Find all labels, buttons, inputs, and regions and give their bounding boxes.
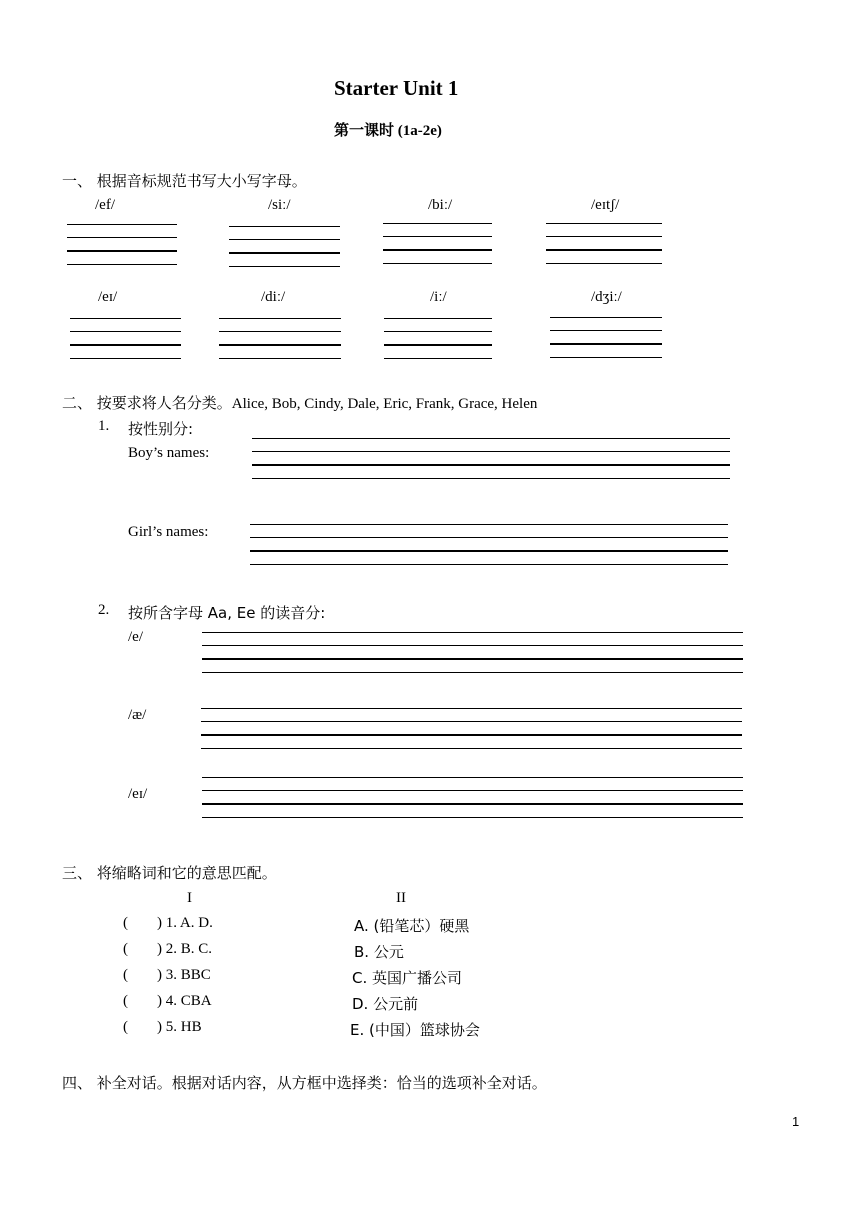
phonetic-label: /eɪtʃ/ <box>591 197 620 213</box>
sound-writing-lines[interactable] <box>202 632 743 674</box>
writing-lines[interactable] <box>384 318 492 360</box>
phonetic-label: /iː/ <box>430 289 447 305</box>
phonetic-label: /eɪ/ <box>98 289 118 305</box>
girls-names-label: Girl’s names: <box>128 524 209 540</box>
phonetic-label: /dʒiː/ <box>591 289 622 305</box>
girls-names-writing-lines[interactable] <box>250 524 728 566</box>
sound-writing-lines[interactable] <box>201 708 742 750</box>
writing-lines[interactable] <box>383 223 492 265</box>
answer-paren[interactable]: ( <box>123 993 128 1009</box>
answer-paren[interactable]: ( <box>123 967 128 983</box>
question-number: 1. <box>98 418 110 434</box>
writing-lines[interactable] <box>67 224 177 266</box>
abbreviation-item: ) 1. A. D. <box>157 915 213 931</box>
question-text: 按所含字母 Aa, Ee 的读音分: <box>128 604 326 622</box>
lesson-subtitle: 第一课时 (1a-2e) <box>334 123 442 139</box>
meaning-item: D. 公元前 <box>352 995 419 1013</box>
meaning-item: C. 英国广播公司 <box>352 969 463 987</box>
answer-paren[interactable]: ( <box>123 915 128 931</box>
column-header: II <box>396 890 406 906</box>
answer-paren[interactable]: ( <box>123 941 128 957</box>
page-title: Starter Unit 1 <box>334 76 459 100</box>
phonetic-label: /ef/ <box>95 197 115 213</box>
writing-lines[interactable] <box>550 317 662 359</box>
boys-names-writing-lines[interactable] <box>252 438 730 480</box>
section3-heading: 三、 将缩略词和它的意思匹配。 <box>62 864 277 882</box>
answer-paren[interactable]: ( <box>123 1019 128 1035</box>
section2-heading: 二、 按要求将人名分类。Alice, Bob, Cindy, Dale, Eric, Frank, Grace, Helen <box>62 394 538 412</box>
question-text: 按性别分: <box>128 420 194 438</box>
phonetic-label: /siː/ <box>268 197 291 213</box>
section1-heading: 一、 根据音标规范书写大小写字母。 <box>62 172 307 190</box>
writing-lines[interactable] <box>70 318 181 360</box>
abbreviation-item: ) 2. B. C. <box>157 941 213 957</box>
sound-label: /eɪ/ <box>128 786 148 802</box>
section4-heading: 四、 补全对话。根据对话内容，从方框中选择类：恰当的选项补全对话。 <box>62 1074 547 1092</box>
sound-label: /e/ <box>128 629 143 645</box>
meaning-item: A. (铅笔芯）硬黑 <box>354 917 470 935</box>
column-header: I <box>187 890 192 906</box>
writing-lines[interactable] <box>219 318 341 360</box>
page-number: 1 <box>792 1114 800 1129</box>
question-number: 2. <box>98 602 110 618</box>
meaning-item: B. 公元 <box>354 943 404 961</box>
writing-lines[interactable] <box>229 226 340 268</box>
abbreviation-item: ) 4. CBA <box>157 993 212 1009</box>
sound-label: /æ/ <box>128 707 147 723</box>
writing-lines[interactable] <box>546 223 662 265</box>
boys-names-label: Boy’s names: <box>128 445 210 461</box>
meaning-item: E. (中国）篮球协会 <box>350 1021 480 1039</box>
abbreviation-item: ) 5. HB <box>157 1019 202 1035</box>
sound-writing-lines[interactable] <box>202 777 743 819</box>
phonetic-label: /biː/ <box>428 197 453 213</box>
phonetic-label: /diː/ <box>261 289 286 305</box>
abbreviation-item: ) 3. BBC <box>157 967 211 983</box>
